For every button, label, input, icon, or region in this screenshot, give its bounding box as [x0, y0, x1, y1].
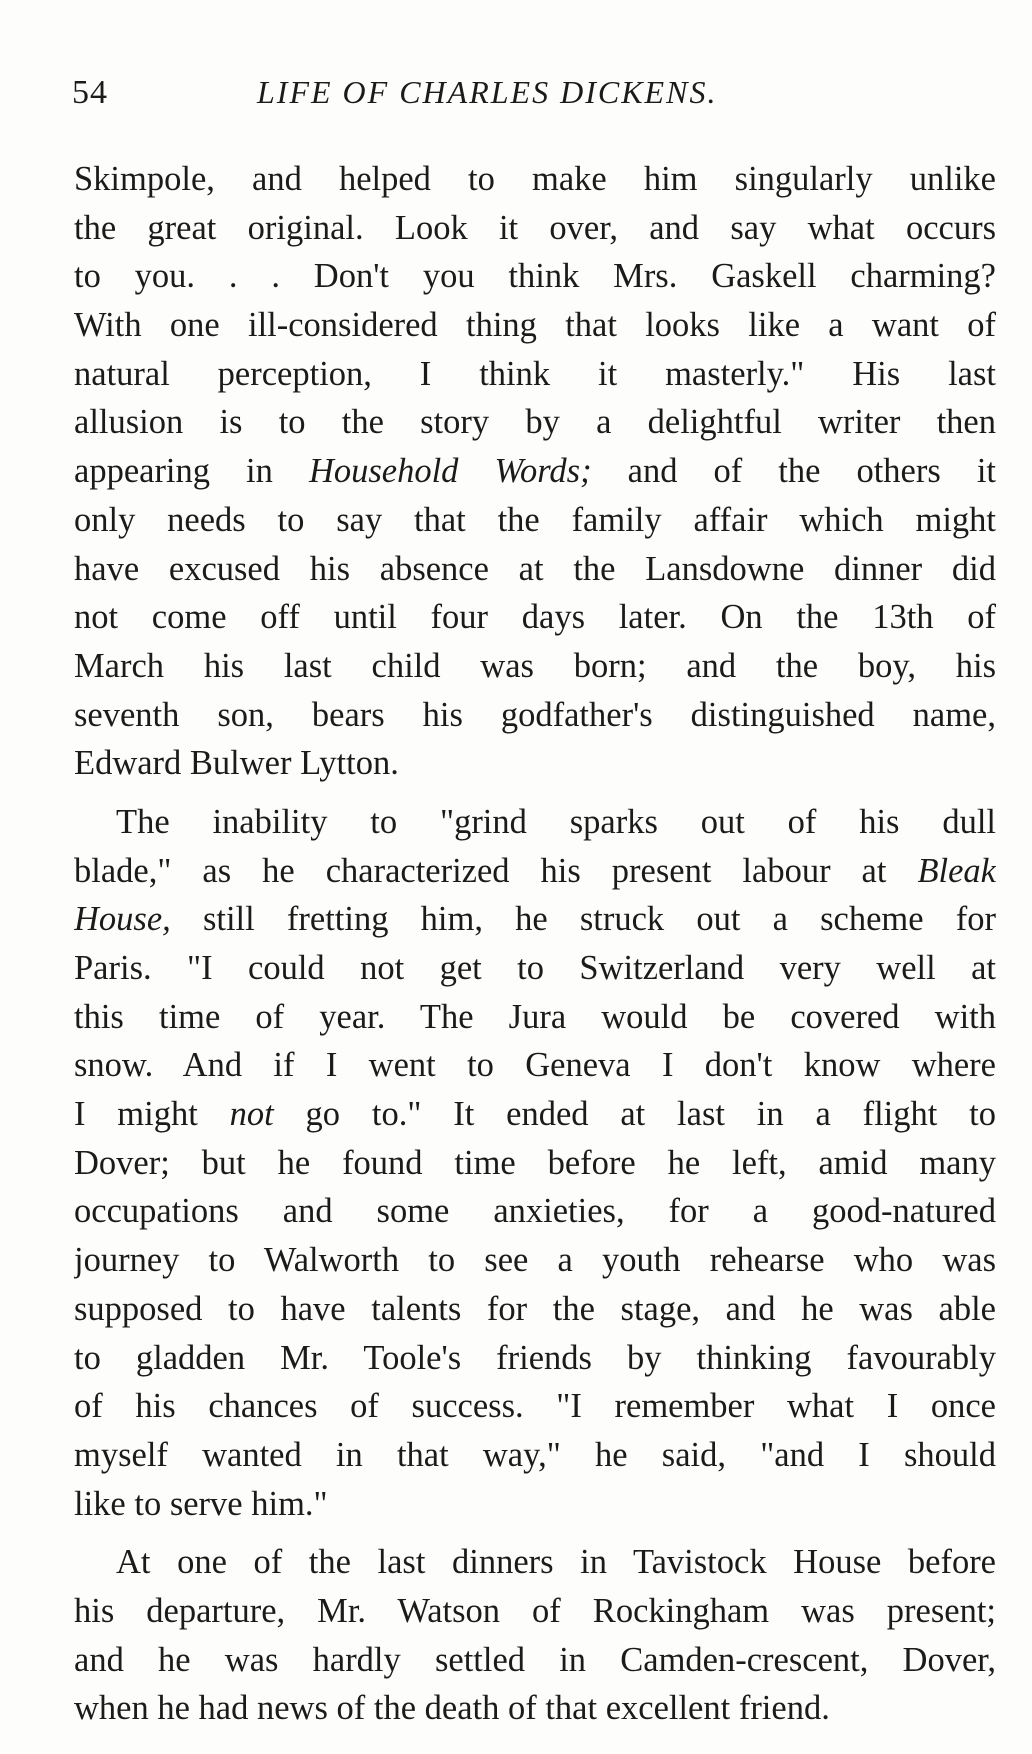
running-title: LIFE OF CHARLES DICKENS.	[257, 74, 718, 110]
text-line	[74, 1041, 996, 1090]
text-line	[74, 447, 996, 496]
text-line	[74, 642, 996, 691]
text-run: like to serve him."	[74, 1484, 328, 1523]
text-line	[74, 252, 996, 301]
text-line	[74, 1587, 996, 1636]
text-run: and of the others it	[591, 452, 996, 491]
text-run: have excused his absence at the Lansdowne dinner did	[74, 549, 996, 588]
text-run: Skimpole, and helped to make him singularly unlike	[74, 160, 996, 198]
text-line	[74, 350, 996, 399]
paragraph	[74, 1538, 996, 1733]
paragraph	[74, 798, 996, 1528]
text-run: March his last child was born; and the boy, his	[74, 646, 996, 685]
text-line	[74, 847, 996, 896]
text-run: to gladden Mr. Toole's friends by thinking favourably	[74, 1338, 996, 1377]
text-run: I might	[74, 1095, 230, 1134]
text-run: allusion is to the story by a delightful writer then	[74, 403, 996, 442]
text-line	[74, 545, 996, 594]
text-run: go to." It ended at last in a flight to	[273, 1095, 996, 1134]
page-number: 54	[72, 74, 108, 111]
text-line	[74, 1636, 996, 1685]
text-line	[74, 155, 996, 204]
book-page-body	[74, 155, 996, 1733]
text-run: Paris. "I could not get to Switzerland very well at	[74, 949, 996, 987]
running-header	[72, 74, 952, 118]
text-run: supposed to have talents for the stage, and he was able	[74, 1289, 996, 1328]
italic-text: not	[229, 1095, 274, 1134]
text-run: appearing in	[74, 452, 309, 491]
text-line	[74, 1236, 996, 1285]
text-run: seventh son, bears his godfather's distinguished name,	[74, 695, 996, 734]
text-run: With one ill-considered thing that looks like a want of	[74, 306, 996, 345]
text-run: the great original. Look it over, and say what occurs	[74, 208, 996, 247]
text-line	[74, 739, 996, 788]
text-line	[74, 1431, 996, 1480]
text-line	[74, 993, 996, 1042]
text-run: occupations and some anxieties, for a good-natured	[74, 1192, 996, 1231]
text-run: Dover; but he found time before he left, amid many	[74, 1143, 996, 1182]
text-line	[74, 1684, 996, 1733]
text-run: natural perception, I think it masterly." His last	[74, 354, 996, 393]
text-run: when he had news of the death of that excellent friend.	[74, 1689, 830, 1728]
text-run: Edward Bulwer Lytton.	[74, 744, 399, 783]
text-run: still fretting him, he struck out a scheme for	[170, 900, 996, 939]
text-run: myself wanted in that way," he said, "and I should	[74, 1435, 996, 1474]
text-line	[74, 1187, 996, 1236]
text-line	[74, 1382, 996, 1431]
text-line	[74, 593, 996, 642]
text-line	[74, 204, 996, 253]
text-line	[74, 798, 996, 847]
text-run: and he was hardly settled in Camden-crescent, Dover,	[74, 1640, 996, 1679]
text-line	[74, 496, 996, 545]
text-run: journey to Walworth to see a youth rehearse who was	[74, 1241, 996, 1280]
text-line	[74, 301, 996, 350]
text-run: to you. . . Don't you think Mrs. Gaskell charming?	[74, 257, 996, 296]
text-line	[74, 691, 996, 740]
text-line	[74, 895, 996, 944]
text-run: of his chances of success. "I remember what I once	[74, 1387, 996, 1426]
text-line	[74, 1334, 996, 1383]
paragraph	[74, 155, 996, 788]
italic-text: Bleak	[917, 851, 996, 890]
text-run: At one of the last dinners in Tavistock House before	[116, 1543, 996, 1582]
text-line	[74, 1285, 996, 1334]
italic-text: House,	[74, 900, 171, 939]
text-line	[74, 1538, 996, 1587]
text-line	[74, 1480, 996, 1529]
text-run: not come off until four days later. On the 13th of	[74, 598, 996, 637]
text-line	[74, 1090, 996, 1139]
text-run: blade," as he characterized his present labour at	[74, 851, 918, 890]
italic-text: Household Words;	[308, 452, 592, 491]
text-line	[74, 1139, 996, 1188]
text-line	[74, 944, 996, 993]
text-run: The inability to "grind sparks out of his dull	[116, 802, 996, 841]
text-run: only needs to say that the family affair which might	[74, 500, 996, 539]
text-line	[74, 398, 996, 447]
text-run: his departure, Mr. Watson of Rockingham was present;	[74, 1591, 996, 1630]
text-run: snow. And if I went to Geneva I don't know where	[74, 1046, 996, 1085]
text-run: this time of year. The Jura would be covered with	[74, 997, 996, 1036]
